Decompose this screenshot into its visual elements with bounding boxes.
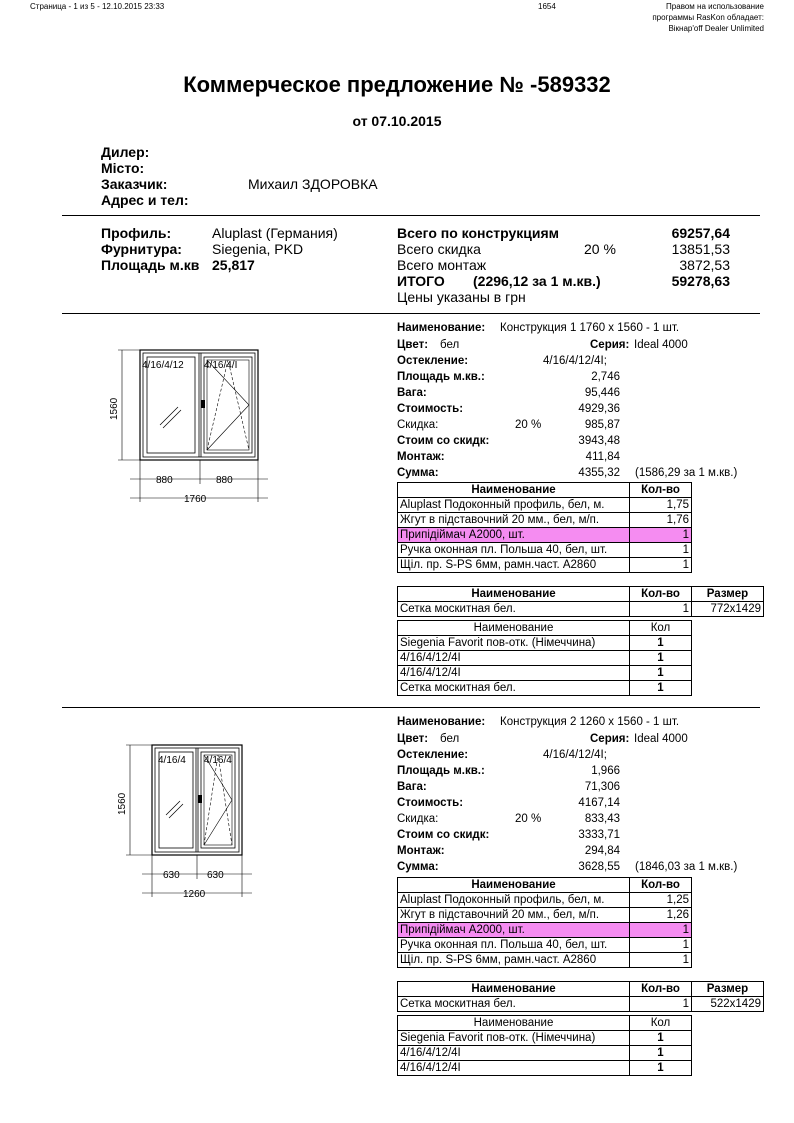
column-header: Кол bbox=[630, 621, 692, 636]
area-value: 1,966 bbox=[591, 765, 620, 777]
item-name: 4/16/4/12/4I bbox=[398, 1061, 630, 1076]
column-header: Размер bbox=[692, 982, 764, 997]
series-label: Серия: bbox=[590, 339, 630, 351]
item-name: Сетка москитная бел. bbox=[398, 681, 630, 696]
item-qty: 1 bbox=[630, 602, 692, 617]
item-qty: 1,75 bbox=[630, 498, 692, 513]
item-qty: 1 bbox=[630, 528, 692, 543]
discount-value: 985,87 bbox=[584, 419, 620, 431]
column-header: Кол-во bbox=[630, 878, 692, 893]
width-right-dimension: 880 bbox=[216, 475, 233, 486]
height-dimension: 1560 bbox=[117, 792, 128, 815]
left-pane-label: 4/16/4/12 bbox=[142, 360, 184, 371]
rights-line-2: программы RasKon обладает: bbox=[652, 13, 764, 22]
area-value: 2,746 bbox=[591, 371, 620, 383]
profile-value: Aluplast (Германия) bbox=[212, 225, 338, 241]
cost-discounted-label: Стоим со скидк: bbox=[397, 435, 490, 447]
city-label: Місто: bbox=[101, 160, 145, 176]
width-left-dimension: 880 bbox=[156, 475, 173, 486]
width-left-dimension: 630 bbox=[163, 870, 180, 881]
install-label: Монтаж: bbox=[397, 845, 445, 857]
item-name: Aluplast Подоконный профиль, бел, м. bbox=[398, 893, 630, 908]
right-pane-label: 4/16/4 bbox=[204, 755, 232, 766]
components-table bbox=[397, 1015, 692, 1076]
glazing-value: 4/16/4/12/4I; bbox=[543, 355, 607, 367]
discount-label: Скидка: bbox=[397, 813, 439, 825]
item-size: 772x1429 bbox=[692, 602, 764, 617]
hardware-value: Siegenia, PKD bbox=[212, 241, 304, 257]
weight-value: 71,306 bbox=[584, 781, 620, 793]
mosquito-table bbox=[397, 586, 764, 617]
mosquito-table bbox=[397, 981, 764, 1012]
item-name: Aluplast Подоконный профиль, бел, м. bbox=[398, 498, 630, 513]
cost-value: 4167,14 bbox=[578, 797, 620, 809]
glazing-label: Остекление: bbox=[397, 355, 469, 367]
profile-label: Профиль: bbox=[101, 225, 172, 241]
column-header: Наименование bbox=[398, 587, 630, 602]
area-value: 25,817 bbox=[212, 257, 255, 273]
total-width-dimension: 1760 bbox=[184, 494, 207, 505]
column-header: Кол-во bbox=[630, 587, 692, 602]
install-label: Всего монтаж bbox=[397, 257, 487, 273]
components-table bbox=[397, 620, 692, 696]
table-row bbox=[398, 651, 692, 666]
window-drawing bbox=[100, 735, 280, 905]
weight-label: Вага: bbox=[397, 781, 427, 793]
series-value: Ideal 4000 bbox=[634, 733, 688, 745]
grand-per-m2: (2296,12 за 1 м.кв.) bbox=[473, 273, 601, 289]
sum-value: 3628,55 bbox=[578, 861, 620, 873]
item-name: 4/16/4/12/4I bbox=[398, 666, 630, 681]
grand-value: 59278,63 bbox=[671, 273, 730, 289]
item-name: Siegenia Favorit пов-отк. (Німеччина) bbox=[398, 1031, 630, 1046]
divider bbox=[62, 707, 760, 708]
sum-per-m2: (1846,03 за 1 м.кв.) bbox=[635, 861, 738, 873]
item-qty: 1 bbox=[630, 543, 692, 558]
install-value: 3872,53 bbox=[679, 257, 730, 273]
item-name: Щіл. пр. S-PS 6мм, рамн.част. A2860 bbox=[398, 558, 630, 573]
table-row bbox=[398, 893, 692, 908]
area-label: Площадь м.кв.: bbox=[397, 371, 485, 383]
column-header: Кол bbox=[630, 1016, 692, 1031]
sum-label: Сумма: bbox=[397, 467, 439, 479]
discount-value: 13851,53 bbox=[671, 241, 730, 257]
item-qty: 1 bbox=[630, 953, 692, 968]
item-name: Siegenia Favorit пов-отк. (Німеччина) bbox=[398, 636, 630, 651]
table-row bbox=[398, 513, 692, 528]
item-name: Сетка москитная бел. bbox=[398, 602, 630, 617]
color-label: Цвет: bbox=[397, 339, 429, 351]
name-label: Наименование: bbox=[397, 716, 486, 728]
item-qty: 1 bbox=[630, 923, 692, 938]
rights-line-1: Правом на использование bbox=[666, 2, 764, 11]
item-name: 4/16/4/12/4I bbox=[398, 651, 630, 666]
table-row bbox=[398, 997, 764, 1012]
total-width-dimension: 1260 bbox=[183, 889, 206, 900]
install-value: 411,84 bbox=[585, 451, 620, 463]
width-right-dimension: 630 bbox=[207, 870, 224, 881]
item-name: Щіл. пр. S-PS 6мм, рамн.част. A2860 bbox=[398, 953, 630, 968]
table-row bbox=[398, 636, 692, 651]
item-name: 4/16/4/12/4I bbox=[398, 1046, 630, 1061]
item-name: Припідіймач A2000, шт. bbox=[398, 923, 630, 938]
currency-note: Цены указаны в грн bbox=[397, 289, 526, 305]
cost-value: 4929,36 bbox=[578, 403, 620, 415]
total-value: 69257,64 bbox=[671, 225, 730, 241]
item-qty: 1 bbox=[630, 681, 692, 696]
item-qty: 1,76 bbox=[630, 513, 692, 528]
item-qty: 1 bbox=[630, 666, 692, 681]
name-value: Конструкция 2 1260 x 1560 - 1 шт. bbox=[500, 716, 680, 728]
column-header: Наименование bbox=[398, 621, 630, 636]
column-header: Наименование bbox=[398, 1016, 630, 1031]
table-row bbox=[398, 558, 692, 573]
color-value: бел bbox=[440, 733, 460, 745]
table-row bbox=[398, 543, 692, 558]
page-title: Коммерческое предложение № -589332 bbox=[183, 72, 611, 97]
series-label: Серия: bbox=[590, 733, 630, 745]
sum-per-m2: (1586,29 за 1 м.кв.) bbox=[635, 467, 738, 479]
series-value: Ideal 4000 bbox=[634, 339, 688, 351]
cost-discounted-label: Стоим со скидк: bbox=[397, 829, 490, 841]
address-label: Адрес и тел: bbox=[101, 192, 189, 208]
item-qty: 1 bbox=[630, 1031, 692, 1046]
weight-value: 95,446 bbox=[584, 387, 620, 399]
discount-percent: 20 % bbox=[515, 419, 542, 431]
discount-label: Скидка: bbox=[397, 419, 439, 431]
table-row bbox=[398, 602, 764, 617]
discount-percent: 20 % bbox=[515, 813, 542, 825]
item-size: 522x1429 bbox=[692, 997, 764, 1012]
item-name: Жгут в підставочний 20 мм., бел, м/п. bbox=[398, 908, 630, 923]
item-qty: 1 bbox=[630, 997, 692, 1012]
item-qty: 1 bbox=[630, 1046, 692, 1061]
materials-table bbox=[397, 482, 692, 573]
table-row-highlighted bbox=[398, 528, 692, 543]
name-value: Конструкция 1 1760 x 1560 - 1 шт. bbox=[500, 322, 680, 334]
color-label: Цвет: bbox=[397, 733, 429, 745]
divider bbox=[62, 215, 760, 216]
total-label: Всего по конструкциям bbox=[397, 225, 560, 241]
item-qty: 1 bbox=[630, 651, 692, 666]
install-label: Монтаж: bbox=[397, 451, 445, 463]
column-header: Наименование bbox=[398, 878, 630, 893]
customer-value: Михаил ЗДОРОВКА bbox=[248, 176, 378, 192]
item-qty: 1 bbox=[630, 1061, 692, 1076]
table-row bbox=[398, 681, 692, 696]
window-drawing bbox=[100, 340, 280, 510]
discount-percent: 20 % bbox=[584, 241, 616, 257]
divider bbox=[62, 313, 760, 314]
column-header: Кол-во bbox=[630, 483, 692, 498]
area-label: Площадь м.кв.: bbox=[397, 765, 485, 777]
table-row bbox=[398, 953, 692, 968]
table-row bbox=[398, 908, 692, 923]
cost-label: Стоимость: bbox=[397, 797, 464, 809]
area-label: Площадь м.кв bbox=[101, 257, 200, 273]
column-header: Кол-во bbox=[630, 982, 692, 997]
left-pane-label: 4/16/4 bbox=[158, 755, 186, 766]
table-row-highlighted bbox=[398, 923, 692, 938]
cost-discounted-value: 3943,48 bbox=[578, 435, 620, 447]
cost-discounted-value: 3333,71 bbox=[578, 829, 620, 841]
weight-label: Вага: bbox=[397, 387, 427, 399]
offer-date: от 07.10.2015 bbox=[352, 113, 442, 129]
grand-label: ИТОГО bbox=[397, 273, 445, 289]
item-name: Сетка москитная бел. bbox=[398, 997, 630, 1012]
discount-label: Всего скидка bbox=[397, 241, 481, 257]
table-row bbox=[398, 1031, 692, 1046]
column-header: Наименование bbox=[398, 483, 630, 498]
install-value: 294,84 bbox=[584, 845, 620, 857]
item-qty: 1 bbox=[630, 558, 692, 573]
table-row bbox=[398, 1046, 692, 1061]
item-name: Ручка оконная пл. Польша 40, бел, шт. bbox=[398, 938, 630, 953]
item-name: Жгут в підставочний 20 мм., бел, м/п. bbox=[398, 513, 630, 528]
height-dimension: 1560 bbox=[109, 397, 120, 420]
hardware-label: Фурнитура: bbox=[101, 241, 182, 257]
glazing-label: Остекление: bbox=[397, 749, 469, 761]
dealer-label: Дилер: bbox=[101, 144, 150, 160]
name-label: Наименование: bbox=[397, 322, 486, 334]
discount-value: 833,43 bbox=[584, 813, 620, 825]
cost-label: Стоимость: bbox=[397, 403, 464, 415]
table-row bbox=[398, 1061, 692, 1076]
item-qty: 1 bbox=[630, 636, 692, 651]
item-qty: 1,25 bbox=[630, 893, 692, 908]
center-code: 1654 bbox=[538, 2, 556, 11]
customer-label: Заказчик: bbox=[101, 176, 168, 192]
table-row bbox=[398, 938, 692, 953]
rights-line-3: Вікнар'off Dealer Unlimited bbox=[668, 24, 764, 33]
column-header: Наименование bbox=[398, 982, 630, 997]
table-row bbox=[398, 498, 692, 513]
glazing-value: 4/16/4/12/4I; bbox=[543, 749, 607, 761]
right-pane-label: 4/16/4/I bbox=[204, 360, 238, 371]
page-info: Страница - 1 из 5 - 12.10.2015 23:33 bbox=[30, 2, 165, 11]
sum-label: Сумма: bbox=[397, 861, 439, 873]
table-row bbox=[398, 666, 692, 681]
item-qty: 1 bbox=[630, 938, 692, 953]
item-qty: 1,26 bbox=[630, 908, 692, 923]
item-name: Припідіймач A2000, шт. bbox=[398, 528, 630, 543]
item-name: Ручка оконная пл. Польша 40, бел, шт. bbox=[398, 543, 630, 558]
materials-table bbox=[397, 877, 692, 968]
column-header: Размер bbox=[692, 587, 764, 602]
sum-value: 4355,32 bbox=[578, 467, 620, 479]
color-value: бел bbox=[440, 339, 460, 351]
